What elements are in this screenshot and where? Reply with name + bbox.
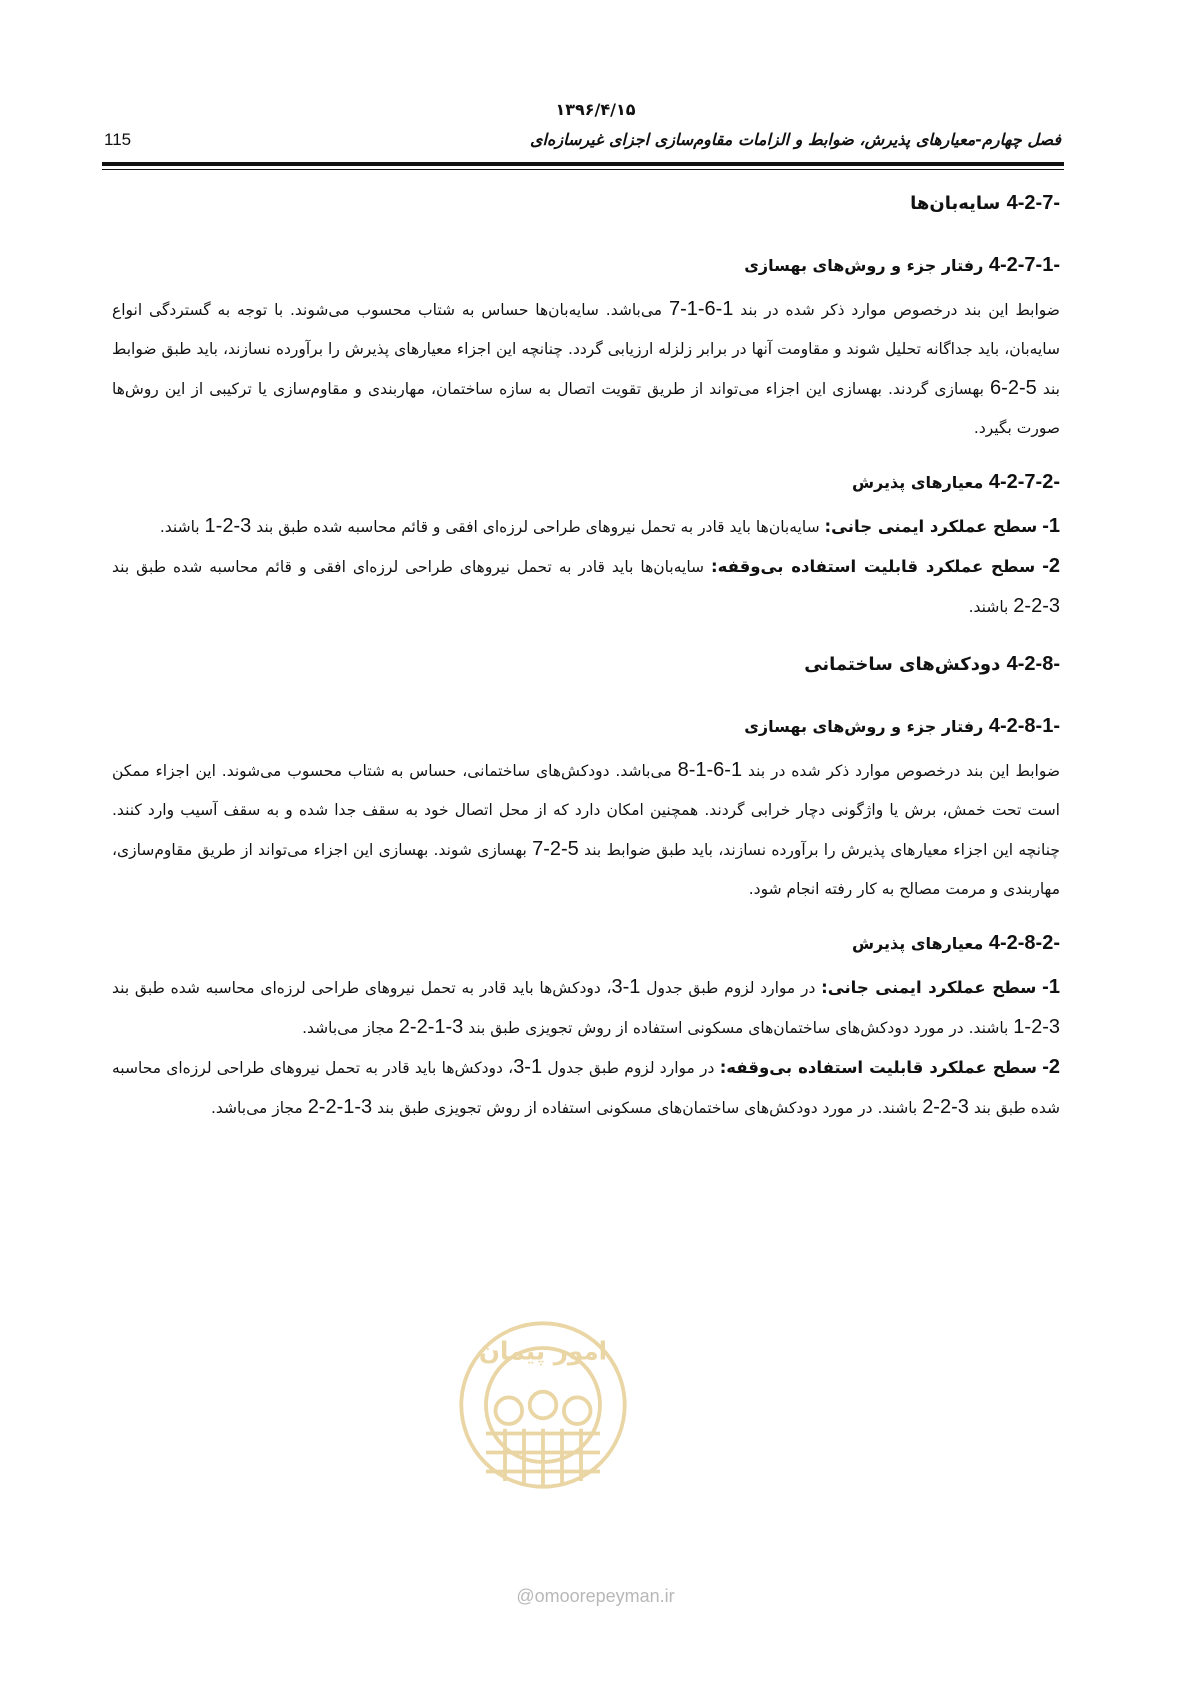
list-item <box>112 968 1060 1048</box>
chapter-title: فصل چهارم-معیارهای پذیرش، ضوابط و الزامات مقاوم‌سازی اجزای غیرسازه‌ای <box>530 130 1061 149</box>
clause-ref: 8-1-6-1 <box>677 759 743 781</box>
subsection-number: 4-2-7-2- <box>988 471 1060 493</box>
subsection-number: 4-2-8-2- <box>988 932 1060 954</box>
item-text: سایه‌بان‌ها باید قادر به تحمل نیروهای طراحی لرزه‌ای افقی و قائم محاسبه شده طبق بند <box>112 558 705 576</box>
paragraph-text: می‌باشد. دودکش‌های ساختمانی، حساس به شتاب محسوب می‌شوند. این اجزاء ممکن است تحت خمش، برش یا واژگونی دچار خرابی گردند. همچنین امکان دارد که از محل اتصال خود به سقف جدا شده و به سقف آسیب وارد کنند. چنانچه این اجزاء معیارهای پذیرش را برآورده نسازند، باید طبق ضوابط بند <box>112 762 1060 859</box>
item-lead: سطح عملکرد ایمنی جانی: <box>824 517 1038 536</box>
subsection-heading <box>112 712 1060 741</box>
item-text: در موارد لزوم طبق جدول <box>646 979 816 997</box>
section-number: 4-2-7- <box>1006 192 1060 214</box>
subsection-heading <box>112 251 1060 280</box>
item-lead: سطح عملکرد قابلیت استفاده بی‌وقفه: <box>719 1058 1037 1077</box>
clause-ref: 2-2-1-3 <box>398 1016 464 1038</box>
paragraph-text: ضوابط این بند درخصوص موارد ذکر شده در بند <box>740 301 1060 319</box>
table-ref: 3-1 <box>611 976 641 998</box>
clause-ref: 6-2-5 <box>990 377 1037 399</box>
table-ref: 3-1 <box>513 1056 543 1078</box>
item-index: 1- <box>1042 976 1060 998</box>
clause-ref: 1-2-3 <box>1013 1016 1060 1038</box>
paragraph-text: می‌باشد. سایه‌بان‌ها حساس به شتاب محسوب می‌شوند. با توجه به گستردگی انواع سایه‌بان، باید جداگانه تحلیل شوند و مقاومت آنها در برابر زلزله ارزیابی گردد. چنانچه این اجزاء معیارهای پذیرش را برآورده نسازند، باید طبق ضوابط بند <box>112 301 1060 398</box>
item-text: در موارد لزوم طبق جدول <box>547 1059 715 1077</box>
item-index: 1- <box>1042 515 1060 537</box>
list-item <box>112 547 1060 627</box>
item-text: باشند. در مورد دودکش‌های ساختمان‌های مسکونی استفاده از روش تجویزی طبق بند <box>468 1019 1009 1037</box>
clause-ref: 2-2-3 <box>922 1096 969 1118</box>
section-heading <box>112 649 1060 680</box>
clause-ref: 1-2-3 <box>204 515 252 537</box>
subsection-title: معیارهای پذیرش <box>851 934 984 953</box>
page-number: 115 <box>104 130 132 149</box>
item-text: مجاز می‌باشد. <box>302 1019 394 1037</box>
paragraph-text: ضوابط این بند درخصوص موارد ذکر شده در بند <box>748 762 1060 780</box>
item-text: باشند. <box>159 518 200 536</box>
subsection-title: معیارهای پذیرش <box>851 473 984 492</box>
header-date: ۱۳۹۶/۴/۱۵ <box>555 100 636 119</box>
document-body <box>112 188 1060 1128</box>
header-rule-thin <box>102 169 1064 170</box>
item-index: 2- <box>1042 555 1060 577</box>
clause-ref: 2-2-1-3 <box>307 1096 373 1118</box>
clause-ref: 7-2-5 <box>532 838 579 860</box>
subsection-title: رفتار جزء و روش‌های بهسازی <box>744 717 984 736</box>
item-index: 2- <box>1042 1056 1061 1078</box>
clause-ref: 7-1-6-1 <box>668 298 734 320</box>
list-item <box>112 1048 1060 1128</box>
item-text: مجاز می‌باشد. <box>210 1099 303 1117</box>
item-text: سایه‌بان‌ها باید قادر به تحمل نیروهای طراحی لرزه‌ای افقی و قائم محاسبه شده طبق بند <box>256 518 820 536</box>
header-rule-thick <box>102 162 1064 166</box>
subsection-number: 4-2-7-1- <box>988 254 1060 276</box>
list-item <box>112 507 1060 547</box>
item-text: باشند. <box>968 598 1009 616</box>
item-text: ، دودکش‌ها باید قادر به تحمل نیروهای طراحی لرزه‌ای محاسبه شده طبق بند <box>112 1059 1060 1117</box>
item-text: ، دودکش‌ها باید قادر به تحمل نیروهای طراحی لرزه‌ای محاسبه شده طبق بند <box>112 979 612 997</box>
paragraph-text: بهسازی گردند. بهسازی این اجزاء می‌تواند از طریق تقویت اتصال به سازه ساختمان، مهاربندی و مقاوم‌سازی یا ترکیبی از این روش‌ها صورت بگیرد. <box>112 380 1060 437</box>
paragraph <box>112 751 1060 909</box>
watermark-url: @omoorepeyman.ir <box>516 1586 675 1606</box>
section-heading <box>112 188 1060 219</box>
paragraph <box>112 290 1060 448</box>
subsection-number: 4-2-8-1- <box>988 715 1060 737</box>
paragraph-text: بهسازی شوند. بهسازی این اجزاء می‌تواند از طریق مقاوم‌سازی، مهاربندی و مرمت مصالح به کار رفته انجام شود. <box>112 841 1060 898</box>
subsection-title: رفتار جزء و روش‌های بهسازی <box>744 256 984 275</box>
watermark-logo <box>448 1310 638 1500</box>
watermark-logo-text: امور پیمان <box>478 1336 608 1366</box>
item-text: باشند. در مورد دودکش‌های ساختمان‌های مسکونی استفاده از روش تجویزی طبق بند <box>377 1099 918 1117</box>
section-number: 4-2-8- <box>1006 653 1060 675</box>
section-title: سایه‌بان‌ها <box>910 193 1001 214</box>
subsection-heading <box>112 468 1060 497</box>
item-lead: سطح عملکرد ایمنی جانی: <box>821 978 1037 997</box>
subsection-heading <box>112 929 1060 958</box>
clause-ref: 2-2-3 <box>1013 595 1060 617</box>
item-lead: سطح عملکرد قابلیت استفاده بی‌وقفه: <box>711 557 1036 576</box>
section-title: دودکش‌های ساختمانی <box>804 654 1001 675</box>
